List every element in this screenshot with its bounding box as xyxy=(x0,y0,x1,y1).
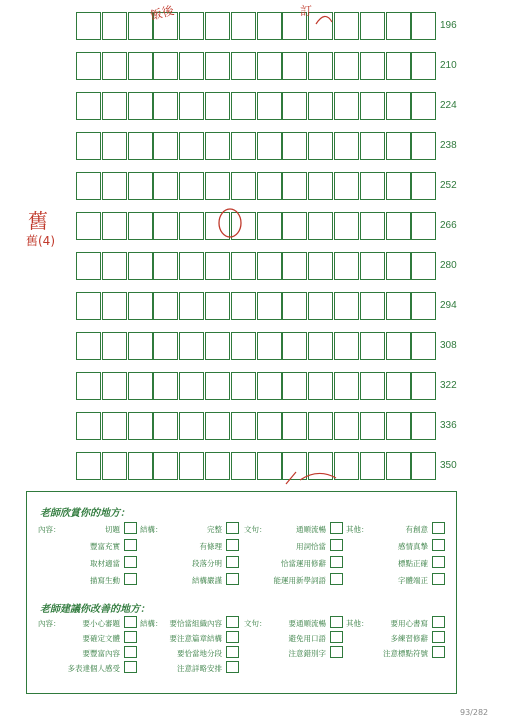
grid-cell xyxy=(179,132,204,160)
grid-cell xyxy=(334,252,359,280)
grid-cell xyxy=(386,132,411,160)
grid-cell xyxy=(411,412,436,440)
grid-cell xyxy=(386,212,411,240)
grid-cell xyxy=(360,212,385,240)
grid-cell xyxy=(257,132,282,160)
checklist-category: 文句： xyxy=(244,525,267,534)
grid-cell xyxy=(179,92,204,120)
grid-cell xyxy=(308,132,333,160)
checklist-checkbox[interactable] xyxy=(432,573,445,585)
grid-cell xyxy=(128,172,153,200)
checklist-item-label: 用詞恰當 xyxy=(296,542,326,551)
grid-cell xyxy=(411,332,436,360)
checklist-item-label: 豐富充實 xyxy=(90,542,120,551)
grid-cell xyxy=(257,52,282,80)
grid-cell xyxy=(231,372,256,400)
grid-cell xyxy=(257,332,282,360)
grid-cell xyxy=(282,332,307,360)
grid-cell xyxy=(334,212,359,240)
grid-cell xyxy=(308,92,333,120)
grid-row xyxy=(76,172,438,200)
checklist-item-label: 要恰當組織內容 xyxy=(169,619,222,628)
checklist-category: 內容： xyxy=(38,619,61,628)
grid-cell xyxy=(282,292,307,320)
grid-cell xyxy=(205,372,230,400)
row-char-count: 252 xyxy=(440,180,457,191)
grid-cell xyxy=(231,52,256,80)
grid-cell xyxy=(128,412,153,440)
grid-cell xyxy=(334,452,359,480)
grid-cell xyxy=(308,412,333,440)
checklist-item-label: 切題 xyxy=(105,525,120,534)
checklist-checkbox[interactable] xyxy=(226,631,239,643)
grid-cell xyxy=(334,92,359,120)
grid-cell xyxy=(102,132,127,160)
checklist-checkbox[interactable] xyxy=(330,539,343,551)
grid-cell xyxy=(308,292,333,320)
grid-cell xyxy=(76,452,101,480)
grid-cell xyxy=(179,172,204,200)
grid-cell xyxy=(179,12,204,40)
grid-cell xyxy=(308,372,333,400)
grid-cell xyxy=(282,212,307,240)
grid-cell xyxy=(153,292,178,320)
checklist-item-label: 多表達個人感受 xyxy=(67,664,120,673)
grid-cell xyxy=(334,12,359,40)
checklist-checkbox[interactable] xyxy=(124,616,137,628)
grid-cell xyxy=(411,292,436,320)
grid-cell xyxy=(179,372,204,400)
grid-row xyxy=(76,372,438,400)
grid-cell xyxy=(257,212,282,240)
grid-row xyxy=(76,212,438,240)
checklist-checkbox[interactable] xyxy=(124,646,137,658)
grid-cell xyxy=(76,212,101,240)
grid-cell xyxy=(102,372,127,400)
grid-cell xyxy=(76,292,101,320)
checklist-checkbox[interactable] xyxy=(432,522,445,534)
grid-cell xyxy=(386,332,411,360)
annotation-correction-mark: 訂 xyxy=(300,4,313,18)
grid-cell xyxy=(128,452,153,480)
checklist-checkbox[interactable] xyxy=(330,556,343,568)
checklist-item-label: 感情真摯 xyxy=(398,542,428,551)
grid-cell xyxy=(360,412,385,440)
row-char-count: 350 xyxy=(440,460,457,471)
grid-cell xyxy=(257,372,282,400)
grid-cell xyxy=(411,12,436,40)
grid-cell xyxy=(128,52,153,80)
grid-cell xyxy=(386,52,411,80)
grid-cell xyxy=(282,412,307,440)
grid-cell xyxy=(76,132,101,160)
checklist-item-label: 恰當運用修辭 xyxy=(281,559,326,568)
grid-cell xyxy=(179,332,204,360)
checklist-item-label: 標點正確 xyxy=(398,559,428,568)
checklist-item-label: 多練習修辭 xyxy=(390,634,428,643)
grid-cell xyxy=(179,212,204,240)
checklist-category: 文句： xyxy=(244,619,267,628)
grid-cell xyxy=(179,412,204,440)
grid-cell xyxy=(102,332,127,360)
grid-cell xyxy=(360,92,385,120)
checklist-checkbox[interactable] xyxy=(226,573,239,585)
checklist-checkbox[interactable] xyxy=(226,539,239,551)
checklist-item-label: 能運用新學詞語 xyxy=(273,576,326,585)
grid-cell xyxy=(386,92,411,120)
grid-cell xyxy=(76,372,101,400)
checklist-item-label: 要豐富內容 xyxy=(82,649,120,658)
checklist-checkbox[interactable] xyxy=(432,539,445,551)
grid-cell xyxy=(128,252,153,280)
checklist-category: 其他： xyxy=(346,525,369,534)
grid-cell xyxy=(334,412,359,440)
grid-cell xyxy=(205,172,230,200)
row-char-count: 322 xyxy=(440,380,457,391)
grid-cell xyxy=(128,332,153,360)
grid-cell xyxy=(231,452,256,480)
grid-cell xyxy=(334,292,359,320)
grid-cell xyxy=(386,292,411,320)
grid-cell xyxy=(411,212,436,240)
grid-cell xyxy=(334,52,359,80)
grid-cell xyxy=(360,452,385,480)
grid-cell xyxy=(153,252,178,280)
grid-cell xyxy=(179,52,204,80)
grid-cell xyxy=(257,452,282,480)
grid-cell xyxy=(179,252,204,280)
grid-cell xyxy=(360,332,385,360)
grid-cell xyxy=(386,252,411,280)
grid-cell xyxy=(153,372,178,400)
grid-cell xyxy=(128,92,153,120)
grid-cell xyxy=(153,212,178,240)
checklist-checkbox[interactable] xyxy=(124,539,137,551)
grid-cell xyxy=(282,132,307,160)
grid-cell xyxy=(257,172,282,200)
grid-cell xyxy=(334,332,359,360)
checklist-checkbox[interactable] xyxy=(432,616,445,628)
grid-cell xyxy=(308,332,333,360)
grid-cell xyxy=(257,92,282,120)
checklist-checkbox[interactable] xyxy=(432,556,445,568)
row-char-count: 238 xyxy=(440,140,457,151)
grid-cell xyxy=(205,452,230,480)
grid-cell xyxy=(257,252,282,280)
checklist-item-label: 要小心審題 xyxy=(82,619,120,628)
checklist-item-label: 要通順流暢 xyxy=(288,619,326,628)
checklist-item-label: 注意錯別字 xyxy=(288,649,326,658)
grid-cell xyxy=(334,172,359,200)
grid-cell xyxy=(386,412,411,440)
grid-row xyxy=(76,292,438,320)
checklist-item-label: 段落分明 xyxy=(192,559,222,568)
grid-row xyxy=(76,332,438,360)
row-char-count: 308 xyxy=(440,340,457,351)
checklist-item-label: 要用心書寫 xyxy=(390,619,428,628)
grid-row xyxy=(76,452,438,480)
grid-cell xyxy=(411,52,436,80)
checklist-item-label: 結構嚴謹 xyxy=(192,576,222,585)
checklist-checkbox[interactable] xyxy=(330,631,343,643)
grid-cell xyxy=(386,452,411,480)
grid-cell xyxy=(282,52,307,80)
suggest-title: 老師建議你改善的地方： xyxy=(40,604,150,615)
grid-cell xyxy=(205,132,230,160)
grid-cell xyxy=(153,52,178,80)
grid-cell xyxy=(308,212,333,240)
grid-cell xyxy=(231,92,256,120)
grid-row xyxy=(76,52,438,80)
grid-cell xyxy=(231,12,256,40)
grid-cell xyxy=(411,92,436,120)
grid-cell xyxy=(231,212,256,240)
grid-cell xyxy=(153,132,178,160)
checklist-checkbox[interactable] xyxy=(124,661,137,673)
grid-cell xyxy=(102,212,127,240)
grid-cell xyxy=(411,372,436,400)
grid-cell xyxy=(282,372,307,400)
grid-cell xyxy=(128,12,153,40)
grid-cell xyxy=(411,172,436,200)
grid-cell xyxy=(308,52,333,80)
grid-cell xyxy=(205,252,230,280)
checklist-item-label: 通順流暢 xyxy=(296,525,326,534)
checklist-item-label: 字體端正 xyxy=(398,576,428,585)
grid-cell xyxy=(231,172,256,200)
checklist-checkbox[interactable] xyxy=(124,522,137,534)
grid-cell xyxy=(153,452,178,480)
grid-cell xyxy=(205,212,230,240)
grid-cell xyxy=(334,372,359,400)
grid-cell xyxy=(386,372,411,400)
grid-cell xyxy=(205,12,230,40)
grid-cell xyxy=(360,172,385,200)
grid-cell xyxy=(128,132,153,160)
grid-cell xyxy=(411,452,436,480)
checklist-checkbox[interactable] xyxy=(330,646,343,658)
checklist-checkbox[interactable] xyxy=(432,631,445,643)
grid-cell xyxy=(102,412,127,440)
grid-cell xyxy=(360,372,385,400)
grid-cell xyxy=(179,452,204,480)
checklist-item-label: 有條理 xyxy=(199,542,222,551)
checklist-item-label: 避免用口語 xyxy=(288,634,326,643)
grid-cell xyxy=(231,332,256,360)
grid-row xyxy=(76,252,438,280)
grid-cell xyxy=(205,92,230,120)
grid-cell xyxy=(128,372,153,400)
grid-cell xyxy=(360,292,385,320)
checklist-checkbox[interactable] xyxy=(124,556,137,568)
footer-code: 93/282 xyxy=(460,708,489,717)
checklist-item-label: 要恰當地分段 xyxy=(177,649,222,658)
grid-cell xyxy=(282,92,307,120)
checklist-category: 結構： xyxy=(140,525,163,534)
row-char-count: 266 xyxy=(440,220,457,231)
grid-row xyxy=(76,92,438,120)
row-char-count: 224 xyxy=(440,100,457,111)
praise-title: 老師欣賞你的地方： xyxy=(40,508,130,519)
grid-cell xyxy=(205,52,230,80)
grid-cell xyxy=(76,172,101,200)
grid-row xyxy=(76,412,438,440)
row-char-count: 336 xyxy=(440,420,457,431)
grid-cell xyxy=(153,172,178,200)
checklist-item-label: 描寫生動 xyxy=(90,576,120,585)
row-char-count: 210 xyxy=(440,60,457,71)
checklist-checkbox[interactable] xyxy=(226,646,239,658)
grid-cell xyxy=(76,332,101,360)
grid-cell xyxy=(360,12,385,40)
grid-cell xyxy=(179,292,204,320)
grid-cell xyxy=(360,252,385,280)
grid-cell xyxy=(282,252,307,280)
row-char-count: 294 xyxy=(440,300,457,311)
checklist-checkbox[interactable] xyxy=(124,631,137,643)
grid-cell xyxy=(257,12,282,40)
grid-cell xyxy=(308,452,333,480)
checklist-checkbox[interactable] xyxy=(124,573,137,585)
checklist-item-label: 完整 xyxy=(207,525,222,534)
row-char-count: 280 xyxy=(440,260,457,271)
grid-cell xyxy=(153,332,178,360)
grid-cell xyxy=(76,412,101,440)
grid-cell xyxy=(76,12,101,40)
grid-cell xyxy=(205,292,230,320)
grid-cell xyxy=(386,12,411,40)
checklist-category: 其他： xyxy=(346,619,369,628)
grid-cell xyxy=(231,412,256,440)
checklist-item-label: 取材適當 xyxy=(90,559,120,568)
checklist-checkbox[interactable] xyxy=(226,556,239,568)
annotation-margin-note: 舊(4) xyxy=(26,234,55,248)
grid-cell xyxy=(308,252,333,280)
grid-row xyxy=(76,12,438,40)
grid-cell xyxy=(205,412,230,440)
grid-cell xyxy=(102,252,127,280)
grid-cell xyxy=(102,92,127,120)
grid-cell xyxy=(282,172,307,200)
checklist-checkbox[interactable] xyxy=(226,661,239,673)
checklist-checkbox[interactable] xyxy=(330,522,343,534)
grid-cell xyxy=(128,292,153,320)
checklist-checkbox[interactable] xyxy=(226,616,239,628)
grid-cell xyxy=(334,132,359,160)
grid-cell xyxy=(102,172,127,200)
checklist-item-label: 要注意篇章結構 xyxy=(169,634,222,643)
checklist-item-label: 注意標點符號 xyxy=(383,649,428,658)
grid-cell xyxy=(153,92,178,120)
grid-cell xyxy=(102,452,127,480)
checklist-checkbox[interactable] xyxy=(330,573,343,585)
annotation-correction-top: 飯後 xyxy=(148,3,176,23)
grid-cell xyxy=(205,332,230,360)
grid-cell xyxy=(282,452,307,480)
grid-cell xyxy=(76,52,101,80)
grid-cell xyxy=(257,292,282,320)
annotation-margin-character: 舊 xyxy=(28,209,48,233)
grid-cell xyxy=(360,52,385,80)
checklist-checkbox[interactable] xyxy=(226,522,239,534)
grid-cell xyxy=(102,292,127,320)
grid-cell xyxy=(76,252,101,280)
grid-row xyxy=(76,132,438,160)
checklist-checkbox[interactable] xyxy=(330,616,343,628)
row-char-count: 196 xyxy=(440,20,457,31)
grid-cell xyxy=(411,252,436,280)
checklist-category: 內容： xyxy=(38,525,61,534)
grid-cell xyxy=(231,292,256,320)
grid-cell xyxy=(102,12,127,40)
checklist-item-label: 要確定文體 xyxy=(82,634,120,643)
grid-cell xyxy=(257,412,282,440)
checklist-checkbox[interactable] xyxy=(432,646,445,658)
grid-cell xyxy=(386,172,411,200)
grid-cell xyxy=(360,132,385,160)
grid-cell xyxy=(153,412,178,440)
grid-cell xyxy=(231,132,256,160)
checklist-category: 結構： xyxy=(140,619,163,628)
grid-cell xyxy=(308,172,333,200)
grid-cell xyxy=(411,132,436,160)
checklist-item-label: 有創意 xyxy=(405,525,428,534)
grid-cell xyxy=(231,252,256,280)
grid-cell xyxy=(76,92,101,120)
grid-cell xyxy=(102,52,127,80)
grid-cell xyxy=(128,212,153,240)
checklist-item-label: 注意詳略安排 xyxy=(177,664,222,673)
